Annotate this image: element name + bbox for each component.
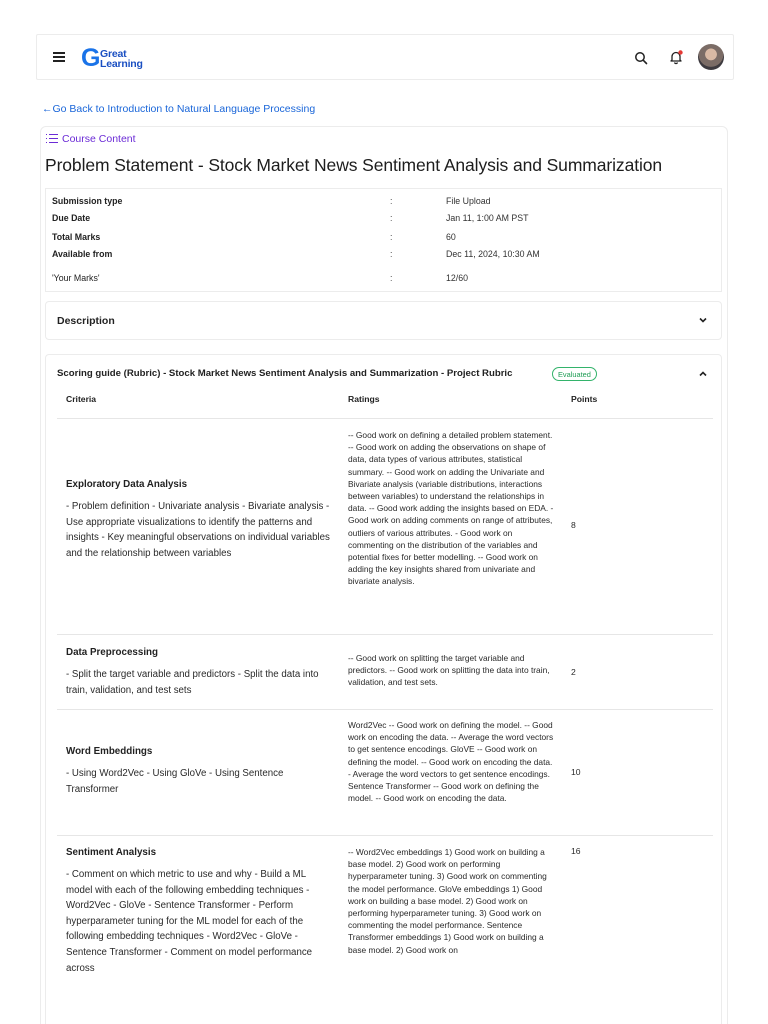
- info-key: Submission type: [52, 196, 123, 206]
- logo-text: [100, 49, 143, 69]
- info-sep: :: [390, 196, 393, 206]
- criteria-title: Sentiment Analysis: [66, 847, 157, 858]
- column-header-ratings: Ratings: [348, 394, 380, 404]
- info-sep: :: [390, 232, 393, 242]
- back-link[interactable]: ←Go Back to Introduction to Natural Language Processing: [42, 103, 316, 115]
- bell-icon[interactable]: [668, 49, 684, 65]
- divider: [57, 418, 713, 419]
- divider: [57, 634, 713, 635]
- criteria-title: Word Embeddings: [66, 746, 153, 757]
- info-row: [52, 196, 712, 212]
- info-value: Jan 11, 1:00 AM PST: [446, 213, 529, 223]
- divider: [57, 709, 713, 710]
- assignment-info-table: [45, 188, 722, 292]
- criteria-description: - Problem definition - Univariate analysis - Bivariate analysis - Use appropriate visualizations to identify the patterns and insights - Key meaningful observations on individual variables and the relationship between variables: [66, 501, 330, 559]
- menu-icon[interactable]: [53, 52, 65, 62]
- criteria-description: - Comment on which metric to use and why - Build a ML model with each of the following embedding techniques - Word2Vec - GloVe - Sentence Transformer - Perform hyperparameter tuning for the ML model for each of the following embedding techniques - Word2Vec - GloVe - Sentence Transformer - Comment on model performance across: [66, 869, 313, 974]
- logo-g: G: [81, 44, 101, 72]
- info-row: [52, 273, 712, 289]
- info-sep: :: [390, 273, 393, 283]
- info-sep: :: [390, 249, 393, 259]
- criteria-title: Data Preprocessing: [66, 647, 159, 658]
- search-icon[interactable]: [634, 51, 648, 65]
- column-header-points: Points: [571, 394, 598, 404]
- rating-text: -- Good work on splitting the target variable and predictors. -- Good work on splitting the data into train, validation, and test sets.: [348, 653, 550, 688]
- divider: [57, 835, 713, 836]
- chevron-up-icon[interactable]: [699, 370, 707, 378]
- description-title: Description: [57, 315, 115, 327]
- course-content-label: Course Content: [62, 133, 136, 145]
- avatar[interactable]: [698, 44, 724, 70]
- rating-text: Word2Vec -- Good work on defining the model. -- Good work on encoding the data. -- Average the word vectors to get sentence encodings. GloVE -- Good work on defining the model. -- Good work on encoding the data. - Average the word vectors to get sentence encodings. Sentence Transformer -- Good work on defining the model. -- Good work on encoding the data.: [348, 720, 554, 804]
- points-value: 8: [571, 520, 576, 530]
- column-header-criteria: Criteria: [66, 394, 97, 404]
- info-value: 12/60: [446, 273, 469, 283]
- great-learning-logo[interactable]: [81, 44, 151, 72]
- info-row: [52, 249, 712, 265]
- logo-line1: Great: [100, 48, 127, 60]
- info-key: 'Your Marks': [52, 273, 100, 283]
- info-key: Available from: [52, 249, 113, 259]
- criteria-description: - Split the target variable and predictors - Split the data into train, validation, and test sets: [66, 669, 319, 696]
- rubric-title[interactable]: Scoring guide (Rubric) - Stock Market News Sentiment Analysis and Summarization - Project Rubric: [57, 368, 513, 379]
- info-key: Total Marks: [52, 232, 101, 242]
- notification-dot: [678, 50, 682, 54]
- page-title: Problem Statement - Stock Market News Sentiment Analysis and Summarization: [45, 155, 663, 175]
- course-content-link[interactable]: [46, 133, 136, 145]
- info-value: 60: [446, 232, 456, 242]
- rating-text: -- Good work on defining a detailed problem statement. -- Good work on adding the observations on shape of data, data types of various attributes, statistical summary. -- Good work on adding the Univariate and Bivariate analysis (variable distributions, interactions between variables) to understand the relationships in data. -- Good work adding the insights based on EDA. - Good work on adding comments on range of attributes, outliers of various attributes. - Good work on commenting on the distribution of the variables and potential fixes for better modelling. -- Good work on adding the key insights shared from univariate and bivariate analysis.: [348, 430, 554, 587]
- chevron-down-icon[interactable]: [699, 316, 707, 324]
- criteria-title: Exploratory Data Analysis: [66, 479, 188, 490]
- top-bar: [36, 34, 734, 80]
- info-key: Due Date: [52, 213, 91, 223]
- info-sep: :: [390, 213, 393, 223]
- points-value: 10: [571, 767, 581, 777]
- info-row: [52, 232, 712, 248]
- info-value: Dec 11, 2024, 10:30 AM: [446, 249, 540, 259]
- info-row: [52, 213, 712, 229]
- points-value: 2: [571, 667, 576, 677]
- rating-text: -- Word2Vec embeddings 1) Good work on building a base model. 2) Good work on performing hyperparameter tuning. 3) Good work on commenting the model performance. GloVe embeddings 1) Good work on building a base model. 2) Good work on performing hyperparameter tuning. 3) Good work on commenting the model performance. Sentence Transformer embeddings 1) Good work on building a base model. 2) Good work on: [348, 847, 547, 955]
- status-badge: Evaluated: [552, 367, 597, 381]
- description-accordion[interactable]: [45, 301, 722, 340]
- logo-line2: Learning: [100, 58, 143, 70]
- criteria-description: - Using Word2Vec - Using GloVe - Using Sentence Transformer: [66, 768, 284, 795]
- points-value: 16: [571, 846, 581, 856]
- info-value: File Upload: [446, 196, 491, 206]
- list-icon: [46, 134, 58, 143]
